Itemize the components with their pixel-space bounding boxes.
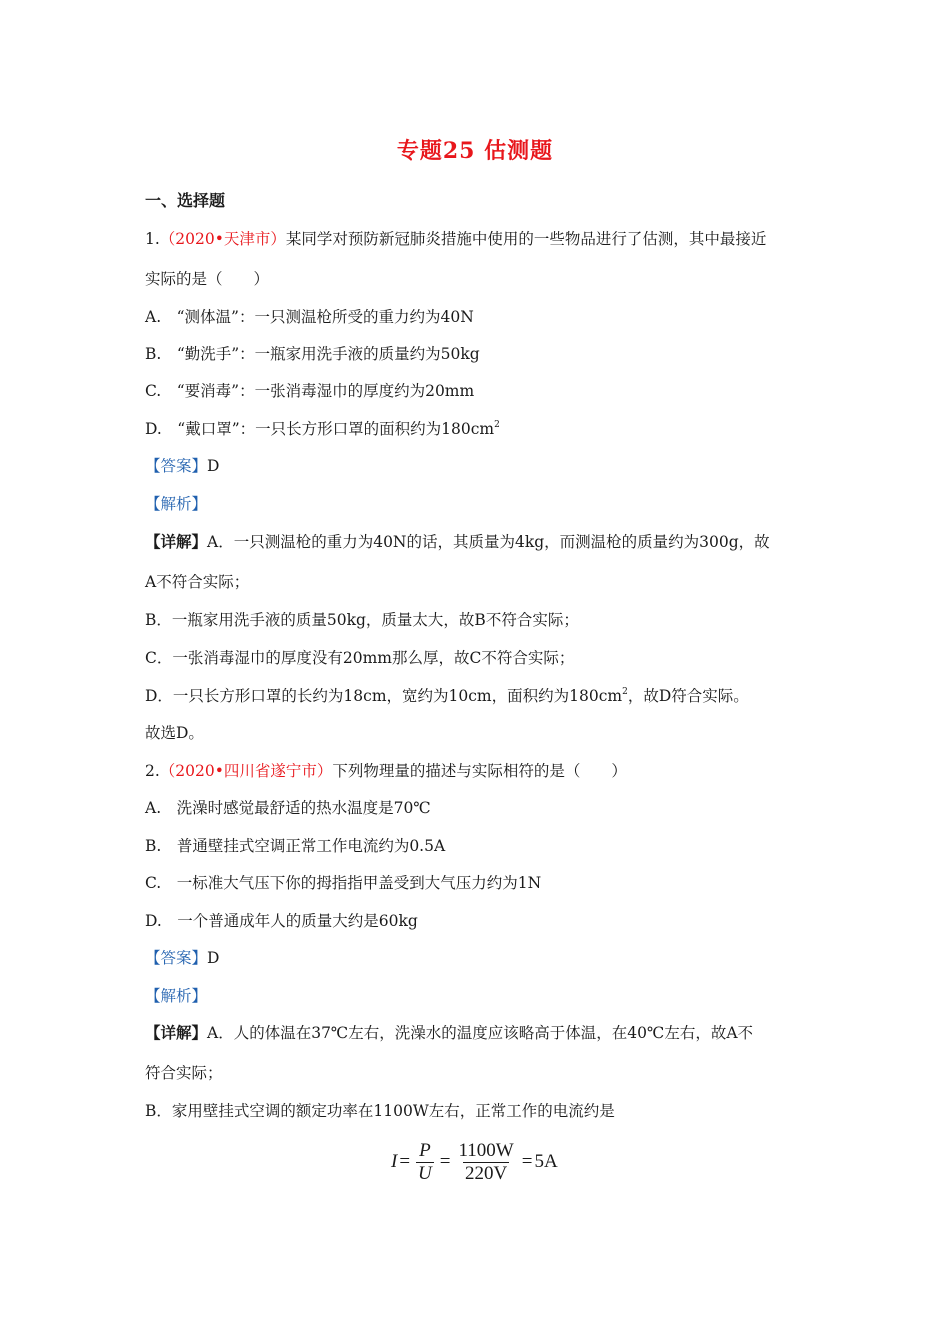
q1-option-d-text: D. “戴口罩”：一只长方形口罩的面积约为180cm [145, 420, 495, 438]
q2-stem-line [145, 760, 627, 782]
q1-option-d [145, 418, 500, 440]
formula-frac2-denominator: 220V [465, 1162, 508, 1184]
q1-detail-text-1: A．一只测温枪的重力为40N的话，其质量为4kg，而测温枪的质量约为300g，故 [207, 533, 770, 551]
section-heading: 一、选择题 [145, 191, 226, 210]
formula-fraction-values [457, 1140, 516, 1185]
q2-answer [145, 947, 219, 969]
q1-option-a: A. “测体温”：一只测温枪所受的重力约为40N [145, 308, 474, 326]
formula-equals-2: = [439, 1151, 451, 1172]
q1-detail-line-4: C．一张消毒湿巾的厚度没有20mm那么厚，故C不符合实际； [145, 649, 575, 667]
q2-detail-line-1 [145, 1022, 753, 1044]
q1-detail-tag: 【详解】 [145, 532, 208, 551]
q2-answer-value: D [207, 949, 220, 967]
q2-detail-tag: 【详解】 [145, 1023, 208, 1042]
formula-equals-1: = [399, 1151, 411, 1172]
q1-source: （2020•天津市） [159, 230, 286, 248]
q2-detail-line-2: 符合实际； [145, 1064, 223, 1082]
q2-option-b: B. 普通壁挂式空调正常工作电流约为0.5A [145, 837, 446, 855]
q2-detail-text-1: A．人的体温在37℃左右，洗澡水的温度应该略高于体温，在40℃左右，故A不 [207, 1024, 754, 1042]
q1-answer-value: D [207, 457, 220, 475]
formula-frac2-numerator: 1100W [458, 1139, 514, 1161]
q1-analysis [145, 493, 207, 515]
q1-detail-sup: 2 [622, 687, 628, 697]
q2-stem-text: 下列物理量的描述与实际相符的是（ ） [332, 762, 627, 780]
formula-result: 5A [534, 1151, 558, 1172]
q1-detail-line-5 [145, 685, 749, 707]
q1-detail-line-3: B．一瓶家用洗手液的质量50kg，质量太大，故B不符合实际； [145, 611, 579, 629]
formula-lhs: I [391, 1151, 398, 1172]
q1-number: 1. [145, 230, 160, 248]
formula-frac1-numerator: P [419, 1139, 431, 1161]
formula-frac1-denominator: U [418, 1162, 432, 1184]
q2-analysis-tag: 【解析】 [145, 987, 208, 1005]
q1-detail-line-2: A不符合实际； [145, 573, 250, 591]
q2-option-c: C. 一标准大气压下你的拇指指甲盖受到大气压力约为1N [145, 874, 542, 892]
q2-analysis [145, 985, 207, 1007]
q1-detail-text-5b: ，故D符合实际。 [627, 687, 749, 705]
q2-option-a: A. 洗澡时感觉最舒适的热水温度是70℃ [145, 799, 431, 817]
q1-option-d-sup: 2 [494, 420, 500, 430]
page-title: 专题25 估测题 [396, 138, 554, 164]
q1-answer [145, 455, 219, 477]
q1-option-b: B. “勤洗手”：一瓶家用洗手液的质量约为50kg [145, 345, 480, 363]
q1-option-c: C. “要消毒”：一张消毒湿巾的厚度约为20mm [145, 382, 475, 400]
q1-conclusion: 故选D。 [145, 724, 204, 742]
q1-stem-line-2: 实际的是（ ） [145, 270, 270, 288]
q1-detail-line-1 [145, 531, 770, 553]
q2-option-d: D. 一个普通成年人的质量大约是60kg [145, 912, 418, 930]
current-formula [391, 1138, 558, 1186]
q1-answer-tag: 【答案】 [145, 457, 208, 475]
q2-number: 2. [145, 762, 160, 780]
q2-source: （2020•四川省遂宁市） [159, 762, 333, 780]
formula-equals-3: = [521, 1151, 533, 1172]
formula-fraction-p-over-u [416, 1140, 434, 1185]
q2-detail-line-3: B．家用壁挂式空调的额定功率在1100W左右，正常工作的电流约是 [145, 1102, 615, 1120]
q1-analysis-tag: 【解析】 [145, 495, 208, 513]
q1-detail-text-5a: D．一只长方形口罩的长约为18cm，宽约为10cm，面积约为180cm [145, 687, 623, 705]
q1-stem-text: 某同学对预防新冠肺炎措施中使用的一些物品进行了估测，其中最接近 [285, 230, 767, 248]
q1-stem-line-1 [145, 228, 766, 250]
q2-answer-tag: 【答案】 [145, 949, 208, 967]
